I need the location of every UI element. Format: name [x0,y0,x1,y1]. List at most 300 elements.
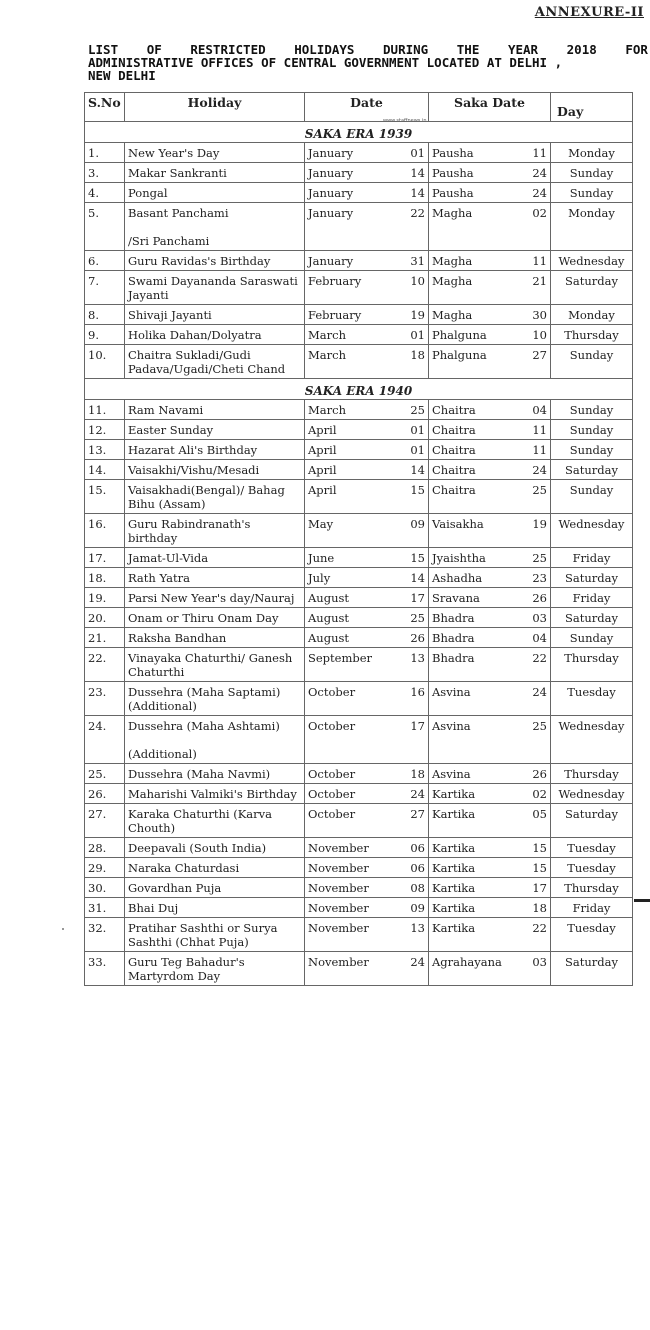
cell-weekday: Sunday [551,163,633,183]
table-row [85,804,633,838]
saka-day: 24 [532,186,547,200]
saka-day: 30 [532,308,547,322]
table-row [85,305,633,325]
saka-month: Phalguna [432,328,487,342]
table-row [85,271,633,305]
date-day: 18 [410,348,425,362]
cell-weekday: Saturday [551,568,633,588]
saka-day: 22 [532,921,547,935]
cell-saka-date [429,345,551,379]
cell-date [305,628,429,648]
date-day: 14 [410,186,425,200]
table-row [85,952,633,986]
cell-saka-date [429,784,551,804]
cell-sno: 33. [85,952,125,986]
cell-date [305,568,429,588]
cell-weekday: Sunday [551,480,633,514]
cell-saka-date [429,682,551,716]
cell-sno: 22. [85,648,125,682]
saka-month: Bhadra [432,631,475,645]
date-day: 14 [410,166,425,180]
date-month: November [308,901,369,915]
date-day: 17 [410,719,425,733]
cell-holiday: Parsi New Year's day/Nauraj [125,588,305,608]
saka-day: 15 [532,841,547,855]
cell-holiday: Dussehra (Maha Ashtami) (Additional) [125,716,305,764]
cell-date [305,764,429,784]
cell-date [305,400,429,420]
watermark: www.staffnews.in [383,118,427,124]
saka-month: Agrahayana [432,955,502,969]
cell-holiday: Holika Dahan/Dolyatra [125,325,305,345]
cell-holiday: Pongal [125,183,305,203]
cell-sno: 12. [85,420,125,440]
cell-sno: 32. [85,918,125,952]
saka-day: 04 [532,403,547,417]
header-day: Day [551,93,633,122]
saka-month: Kartika [432,787,476,801]
table-row [85,345,633,379]
date-month: February [308,308,362,322]
date-day: 13 [410,651,425,665]
date-day: 09 [410,901,425,915]
cell-date [305,648,429,682]
era-label: SAKA ERA 1940 [85,379,633,400]
title-word: DURING [383,42,429,57]
date-month: January [308,206,354,220]
header-date: Date [305,93,429,122]
cell-weekday: Tuesday [551,838,633,858]
saka-month: Magha [432,274,473,288]
date-month: April [308,463,337,477]
saka-day: 03 [532,611,547,625]
saka-month: Kartika [432,841,476,855]
cell-sno: 31. [85,898,125,918]
cell-sno: 11. [85,400,125,420]
cell-saka-date [429,420,551,440]
saka-day: 26 [532,767,547,781]
cell-sno: 29. [85,858,125,878]
cell-saka-date [429,804,551,838]
cell-weekday: Tuesday [551,918,633,952]
saka-day: 03 [532,955,547,969]
header-saka-date: Saka Date [429,93,551,122]
cell-weekday: Thursday [551,878,633,898]
cell-holiday: Jamat-Ul-Vida [125,548,305,568]
table-row [85,251,633,271]
title-word: LIST [88,42,119,57]
cell-weekday: Tuesday [551,682,633,716]
saka-day: 11 [532,423,547,437]
cell-holiday: Raksha Bandhan [125,628,305,648]
date-month: April [308,443,337,457]
cell-date [305,784,429,804]
cell-holiday: Chaitra Sukladi/Gudi Padava/Ugadi/Cheti Chand [125,345,305,379]
saka-day: 02 [532,206,547,220]
cell-sno: 6. [85,251,125,271]
cell-saka-date [429,271,551,305]
date-month: January [308,254,354,268]
date-month: October [308,807,356,821]
saka-month: Chaitra [432,403,476,417]
cell-holiday: Dussehra (Maha Navmi) [125,764,305,784]
date-day: 01 [410,443,425,457]
date-month: February [308,274,362,288]
title-word: FOR [625,42,648,57]
cell-date [305,305,429,325]
cell-weekday: Wednesday [551,784,633,804]
date-day: 14 [410,463,425,477]
date-day: 22 [410,206,425,220]
cell-sno: 23. [85,682,125,716]
table-row [85,420,633,440]
saka-day: 11 [532,254,547,268]
saka-month: Chaitra [432,483,476,497]
cell-holiday: Dussehra (Maha Saptami) (Additional) [125,682,305,716]
cell-date [305,143,429,163]
cell-sno: 7. [85,271,125,305]
cell-weekday: Wednesday [551,251,633,271]
cell-saka-date [429,400,551,420]
cell-sno: 1. [85,143,125,163]
title-word: RESTRICTED [190,42,266,57]
title-word: YEAR [507,42,539,57]
cell-saka-date [429,608,551,628]
date-month: November [308,841,369,855]
saka-day: 27 [532,348,547,362]
saka-month: Magha [432,308,473,322]
cell-sno: 19. [85,588,125,608]
cell-holiday: Makar Sankranti [125,163,305,183]
table-row [85,682,633,716]
date-month: October [308,685,356,699]
cell-holiday: Vaisakhi/Vishu/Mesadi [125,460,305,480]
table-row [85,648,633,682]
cell-weekday: Friday [551,898,633,918]
date-day: 27 [410,807,425,821]
table-row [85,784,633,804]
cell-weekday: Wednesday [551,716,633,764]
saka-day: 10 [532,328,547,342]
cell-saka-date [429,918,551,952]
date-day: 06 [410,861,425,875]
cell-weekday: Thursday [551,764,633,784]
table-row [85,514,633,548]
saka-month: Kartika [432,921,476,935]
cell-sno: 15. [85,480,125,514]
date-month: August [308,591,350,605]
cell-holiday: Easter Sunday [125,420,305,440]
saka-day: 25 [532,551,547,565]
date-day: 17 [410,591,425,605]
cell-saka-date [429,764,551,784]
cell-holiday: Deepavali (South India) [125,838,305,858]
cell-holiday: Guru Teg Bahadur's Martyrdom Day [125,952,305,986]
date-month: January [308,146,354,160]
cell-sno: 25. [85,764,125,784]
cell-saka-date [429,716,551,764]
date-day: 01 [410,423,425,437]
cell-saka-date [429,568,551,588]
date-month: November [308,861,369,875]
saka-month: Kartika [432,861,476,875]
saka-day: 05 [532,807,547,821]
cell-weekday: Sunday [551,345,633,379]
cell-holiday: Onam or Thiru Onam Day [125,608,305,628]
date-day: 14 [410,571,425,585]
cell-sno: 10. [85,345,125,379]
saka-day: 23 [532,571,547,585]
saka-day: 15 [532,861,547,875]
cell-holiday: Naraka Chaturdasi [125,858,305,878]
table-row [85,608,633,628]
cell-date [305,878,429,898]
cell-saka-date [429,203,551,251]
date-month: November [308,921,369,935]
cell-saka-date [429,588,551,608]
cell-sno: 21. [85,628,125,648]
cell-weekday: Monday [551,305,633,325]
date-day: 06 [410,841,425,855]
saka-day: 21 [532,274,547,288]
table-row [85,764,633,784]
cell-saka-date [429,183,551,203]
saka-day: 11 [532,443,547,457]
saka-day: 24 [532,166,547,180]
table-row [85,480,633,514]
date-day: 15 [410,483,425,497]
table-row [85,898,633,918]
saka-day: 25 [532,719,547,733]
cell-saka-date [429,838,551,858]
cell-sno: 26. [85,784,125,804]
cell-weekday: Sunday [551,183,633,203]
table-row [85,203,633,251]
cell-weekday: Thursday [551,648,633,682]
cell-weekday: Saturday [551,608,633,628]
cell-holiday: Guru Ravidas's Birthday [125,251,305,271]
cell-sno: 28. [85,838,125,858]
cell-holiday: Rath Yatra [125,568,305,588]
cell-weekday: Sunday [551,420,633,440]
cell-saka-date [429,628,551,648]
cell-date [305,460,429,480]
cell-date [305,898,429,918]
cell-weekday: Sunday [551,440,633,460]
margin-mark [634,899,650,902]
date-month: March [308,403,346,417]
cell-saka-date [429,648,551,682]
table-row [85,440,633,460]
date-day: 25 [410,611,425,625]
table-row [85,878,633,898]
cell-saka-date [429,548,551,568]
cell-saka-date [429,440,551,460]
cell-holiday: Shivaji Jayanti [125,305,305,325]
table-row [85,548,633,568]
date-month: November [308,881,369,895]
cell-holiday: Guru Rabindranath's birthday [125,514,305,548]
cell-date [305,480,429,514]
saka-month: Chaitra [432,463,476,477]
cell-sno: 3. [85,163,125,183]
cell-saka-date [429,898,551,918]
cell-sno: 24. [85,716,125,764]
cell-date [305,682,429,716]
table-header-row [85,93,633,122]
cell-date [305,804,429,838]
cell-date [305,271,429,305]
cell-weekday: Friday [551,588,633,608]
title-line-3: NEW DELHI [88,68,156,83]
table-body [85,122,633,986]
date-day: 24 [410,955,425,969]
saka-day: 02 [532,787,547,801]
cell-holiday: Basant Panchami /Sri Panchami [125,203,305,251]
date-day: 09 [410,517,425,531]
cell-date [305,952,429,986]
cell-date [305,203,429,251]
saka-day: 11 [532,146,547,160]
cell-sno: 8. [85,305,125,325]
table-row [85,183,633,203]
cell-saka-date [429,143,551,163]
title-word: HOLIDAYS [294,42,355,57]
saka-month: Chaitra [432,443,476,457]
cell-weekday: Sunday [551,400,633,420]
cell-weekday: Wednesday [551,514,633,548]
saka-month: Chaitra [432,423,476,437]
cell-weekday: Monday [551,143,633,163]
cell-date [305,858,429,878]
table-row [85,628,633,648]
date-day: 08 [410,881,425,895]
table-row [85,325,633,345]
cell-sno: 9. [85,325,125,345]
saka-month: Pausha [432,146,474,160]
saka-month: Vaisakha [432,517,484,531]
date-month: March [308,348,346,362]
date-month: May [308,517,334,531]
date-month: March [308,328,346,342]
cell-sno: 16. [85,514,125,548]
cell-sno: 14. [85,460,125,480]
date-day: 26 [410,631,425,645]
cell-holiday: Maharishi Valmiki's Birthday [125,784,305,804]
cell-weekday: Monday [551,203,633,251]
date-day: 25 [410,403,425,417]
cell-date [305,918,429,952]
cell-holiday: Ram Navami [125,400,305,420]
cell-weekday: Saturday [551,271,633,305]
cell-date [305,183,429,203]
saka-day: 04 [532,631,547,645]
title-word: OF [146,42,162,57]
cell-holiday: Hazarat Ali's Birthday [125,440,305,460]
table-row [85,143,633,163]
cell-saka-date [429,305,551,325]
cell-date [305,163,429,183]
date-day: 19 [410,308,425,322]
cell-weekday: Saturday [551,952,633,986]
table-row [85,588,633,608]
date-month: August [308,631,350,645]
cell-date [305,514,429,548]
date-day: 24 [410,787,425,801]
saka-month: Phalguna [432,348,487,362]
saka-day: 25 [532,483,547,497]
saka-day: 17 [532,881,547,895]
saka-month: Asvina [432,685,471,699]
saka-day: 19 [532,517,547,531]
date-month: July [308,571,331,585]
cell-weekday: Saturday [551,804,633,838]
cell-holiday: Vaisakhadi(Bengal)/ Bahag Bihu (Assam) [125,480,305,514]
saka-month: Kartika [432,807,476,821]
cell-holiday: Bhai Duj [125,898,305,918]
title-word: THE [456,42,480,57]
date-day: 01 [410,328,425,342]
date-month: August [308,611,350,625]
cell-weekday: Sunday [551,628,633,648]
header-holiday: Holiday [125,93,305,122]
cell-weekday: Tuesday [551,858,633,878]
cell-date [305,345,429,379]
era-label: SAKA ERA 1939 [85,122,633,143]
saka-day: 22 [532,651,547,665]
date-month: April [308,423,337,437]
saka-month: Jyaishtha [432,551,486,565]
saka-day: 24 [532,685,547,699]
cell-date [305,608,429,628]
date-day: 15 [410,551,425,565]
cell-sno: 18. [85,568,125,588]
cell-holiday: Karaka Chaturthi (Karva Chouth) [125,804,305,838]
cell-saka-date [429,878,551,898]
cell-date [305,548,429,568]
date-month: October [308,719,356,733]
header-sno: S.No [85,93,125,122]
cell-date [305,420,429,440]
saka-day: 26 [532,591,547,605]
table-row [85,400,633,420]
cell-sno: 30. [85,878,125,898]
date-month: November [308,955,369,969]
cell-weekday: Saturday [551,460,633,480]
cell-saka-date [429,163,551,183]
table-row [85,838,633,858]
cell-weekday: Thursday [551,325,633,345]
era-row [85,379,633,400]
table-row [85,858,633,878]
date-month: October [308,767,356,781]
cell-holiday: Govardhan Puja [125,878,305,898]
era-row [85,122,633,143]
document-title [88,43,648,82]
date-day: 18 [410,767,425,781]
title-word: 2018 [566,42,597,57]
date-day: 01 [410,146,425,160]
cell-sno: 4. [85,183,125,203]
cell-saka-date [429,251,551,271]
annexure-label: ANNEXURE-II [534,5,644,20]
date-day: 31 [410,254,425,268]
saka-month: Magha [432,206,473,220]
cell-holiday: Vinayaka Chaturthi/ Ganesh Chaturthi [125,648,305,682]
cell-saka-date [429,514,551,548]
date-day: 13 [410,921,425,935]
saka-month: Bhadra [432,651,475,665]
